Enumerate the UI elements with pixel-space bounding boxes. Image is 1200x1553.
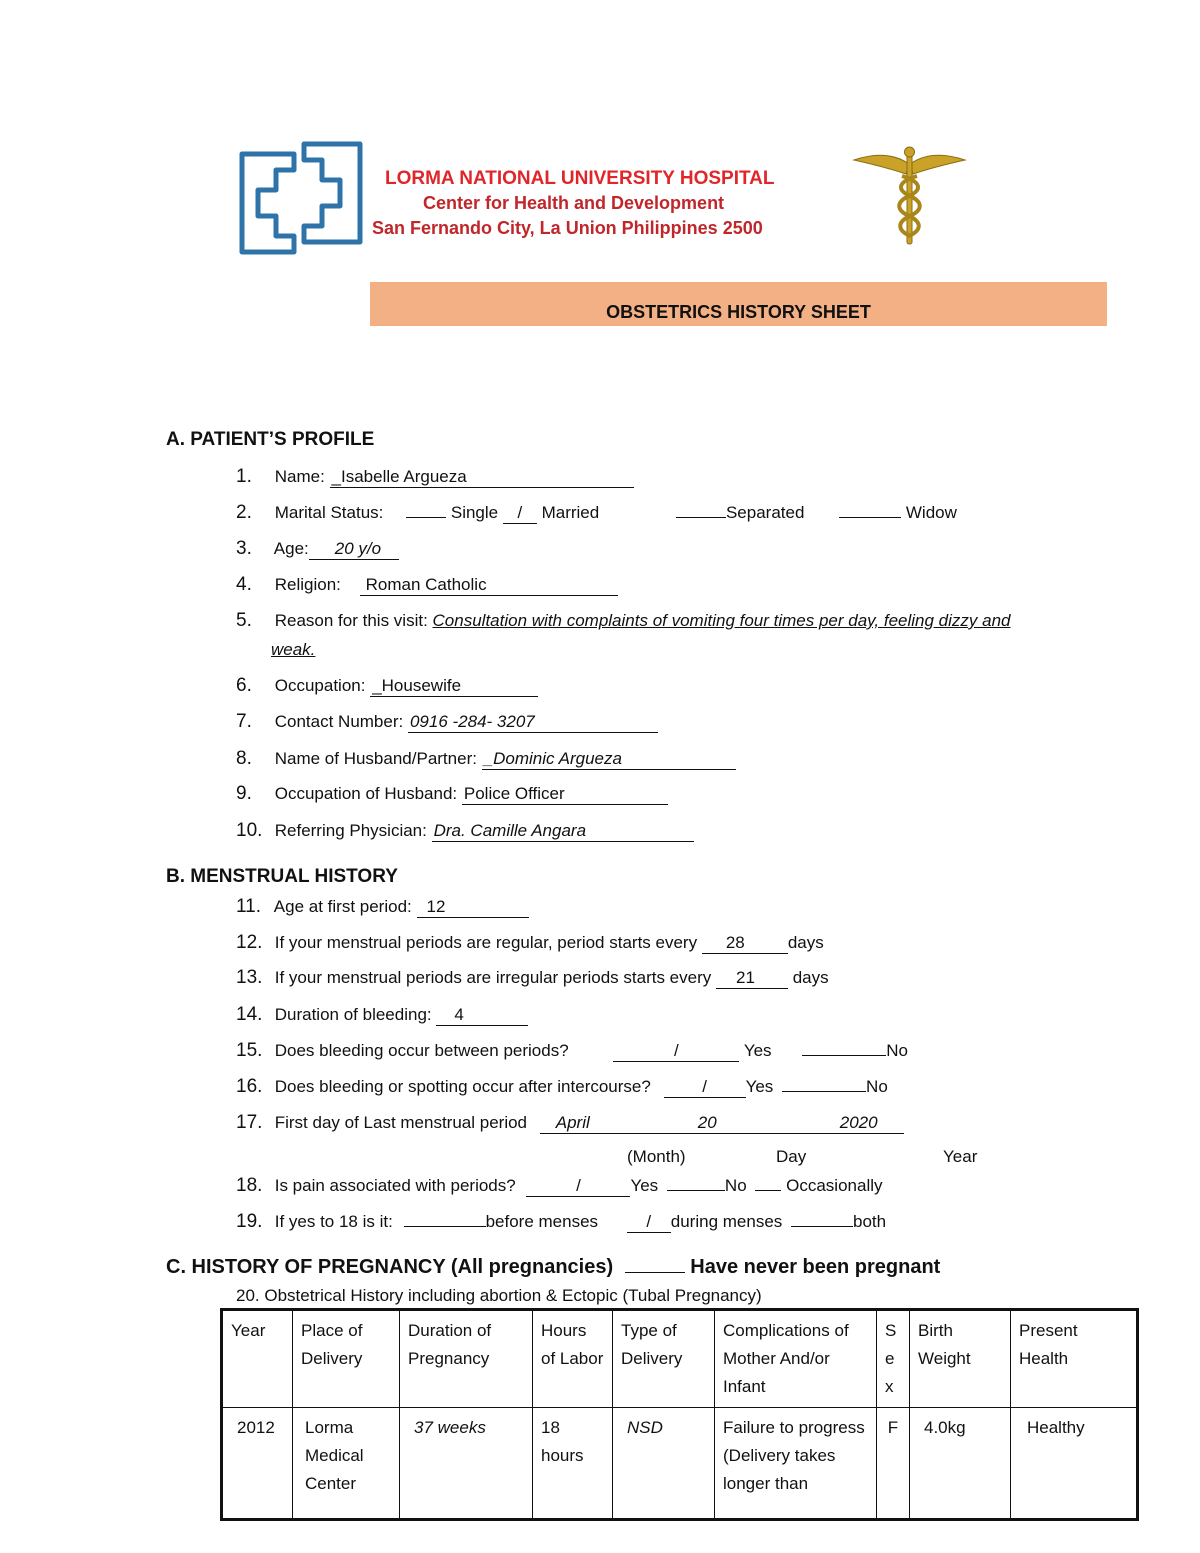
item-number: 17. — [236, 1112, 263, 1133]
item-number: 10. — [236, 820, 263, 841]
pregnancy-table — [220, 1308, 1139, 1521]
item-number: 14. — [236, 1004, 263, 1025]
section-c-heading — [166, 1256, 940, 1279]
cell-duration[interactable]: 37 weeks — [400, 1408, 533, 1520]
date-label-month: (Month) — [627, 1147, 686, 1166]
section-a-heading: A. PATIENT’S PROFILE — [166, 429, 375, 450]
table-row — [222, 1408, 1138, 1520]
pain-occasionally[interactable] — [755, 1176, 781, 1191]
item-label: Age: — [273, 539, 309, 558]
married-mark[interactable]: / — [503, 503, 537, 524]
option-no: No — [724, 1176, 747, 1195]
item-label: Name of Husband/Partner: — [274, 749, 477, 768]
item-occupation — [236, 675, 538, 697]
hospital-logo — [236, 140, 364, 258]
item-husband-occupation — [236, 783, 668, 805]
physician-value[interactable]: Dra. Camille Angara — [432, 821, 694, 842]
item-label: Contact Number: — [274, 712, 404, 731]
item-number: 19. — [236, 1211, 263, 1232]
section-c-title: C. HISTORY OF PREGNANCY (All pregnancies) — [166, 1256, 614, 1278]
first-period-value[interactable]: 12 — [417, 897, 529, 918]
option-separated: Separated — [725, 503, 805, 522]
reason-value-cont[interactable]: weak. — [271, 640, 316, 659]
obstetrical-history-subtitle: 20. Obstetrical History including abortion & Ectopic (Tubal Pregnancy) — [236, 1286, 762, 1305]
item-label: If yes to 18 is it: — [274, 1212, 393, 1231]
title-band — [370, 282, 1107, 326]
option-during-menses: during menses — [670, 1212, 783, 1231]
husband-value[interactable]: _Dominic Argueza — [482, 749, 736, 770]
item-number: 3. — [236, 538, 252, 559]
item-label: Marital Status: — [274, 503, 384, 522]
item-number: 16. — [236, 1076, 263, 1097]
col-health: Present Health — [1011, 1310, 1138, 1408]
option-yes: Yes — [745, 1077, 774, 1096]
bleeding-between-yes[interactable]: / — [613, 1041, 739, 1062]
bleeding-between-no[interactable] — [802, 1041, 886, 1056]
widow-blank[interactable] — [839, 503, 901, 518]
lmp-value[interactable] — [540, 1113, 904, 1134]
col-sex: S e x — [877, 1310, 910, 1408]
item-pain-timing — [236, 1211, 886, 1233]
cell-year[interactable]: 2012 — [222, 1408, 293, 1520]
reason-value-line2 — [271, 640, 315, 660]
item-bleeding-between — [236, 1040, 908, 1062]
item-number: 6. — [236, 675, 252, 696]
cell-complications[interactable]: Failure to progress (Delivery takes longer than — [715, 1408, 877, 1520]
option-no: No — [886, 1041, 909, 1060]
col-place: Place of Delivery — [293, 1310, 400, 1408]
cell-sex[interactable]: F — [877, 1408, 910, 1520]
item-label: Is pain associated with periods? — [274, 1176, 516, 1195]
item-label: Does bleeding or spotting occur after intercourse? — [274, 1077, 651, 1096]
item-number: 18. — [236, 1175, 263, 1196]
item-number: 15. — [236, 1040, 263, 1061]
item-number: 2. — [236, 502, 252, 523]
date-label-year: Year — [943, 1147, 978, 1166]
hospital-name: LORMA NATIONAL UNIVERSITY HOSPITAL — [385, 168, 775, 189]
option-yes: Yes — [743, 1041, 772, 1060]
item-marital-status — [236, 502, 957, 524]
occupation-value[interactable]: _Housewife — [370, 676, 538, 697]
option-both: both — [853, 1212, 887, 1231]
during-menses-mark[interactable]: / — [627, 1212, 671, 1233]
item-irregular-cycle — [236, 967, 829, 989]
col-duration: Duration of Pregnancy — [400, 1310, 533, 1408]
item-bleeding-intercourse — [236, 1076, 888, 1098]
lmp-day: 20 — [697, 1113, 717, 1132]
pain-no[interactable] — [667, 1176, 725, 1191]
item-label: Referring Physician: — [274, 821, 427, 840]
age-value[interactable]: 20 y/o — [309, 539, 399, 560]
item-contact — [236, 711, 658, 733]
patient-name-value[interactable]: _Isabelle Argueza — [330, 467, 634, 488]
item-pain — [236, 1175, 883, 1197]
section-b-heading: B. MENSTRUAL HISTORY — [166, 866, 398, 887]
item-number: 9. — [236, 783, 252, 804]
bleeding-intercourse-no[interactable] — [782, 1077, 866, 1092]
item-number: 11. — [236, 896, 262, 917]
reason-value[interactable]: Consultation with complaints of vomiting four times per day, feeling dizzy and — [432, 611, 1011, 630]
item-husband — [236, 748, 736, 770]
option-before-menses: before menses — [485, 1212, 599, 1231]
cell-type[interactable]: NSD — [613, 1408, 715, 1520]
hospital-address: San Fernando City, La Union Philippines 2500 — [372, 218, 763, 238]
option-yes: Yes — [630, 1176, 659, 1195]
item-label: Age at first period: — [273, 897, 412, 916]
item-suffix: days — [792, 968, 829, 987]
item-number: 8. — [236, 748, 252, 769]
item-label: Occupation of Husband: — [274, 784, 458, 803]
cell-place[interactable]: Lorma Medical Center — [293, 1408, 400, 1520]
separated-blank[interactable] — [676, 503, 726, 518]
item-number: 7. — [236, 711, 252, 732]
col-year: Year — [222, 1310, 293, 1408]
item-bleeding-duration — [236, 1004, 528, 1026]
item-label: Religion: — [274, 575, 341, 594]
religion-value[interactable]: Roman Catholic — [360, 575, 618, 596]
cell-weight[interactable]: 4.0kg — [910, 1408, 1011, 1520]
item-lmp — [236, 1112, 904, 1134]
bleeding-duration-value[interactable]: 4 — [436, 1005, 528, 1026]
item-number: 5. — [236, 610, 252, 631]
item-name — [236, 466, 634, 488]
item-label: Occupation: — [274, 676, 366, 695]
caduceus-icon — [852, 146, 967, 246]
item-religion — [236, 574, 618, 596]
husband-occupation-value[interactable]: Police Officer — [462, 784, 668, 805]
bleeding-intercourse-yes[interactable]: / — [664, 1077, 746, 1098]
item-suffix: days — [787, 933, 824, 952]
item-label: If your menstrual periods are regular, period starts every — [274, 933, 698, 952]
option-widow: Widow — [905, 503, 957, 522]
single-blank[interactable] — [406, 503, 446, 518]
regular-cycle-value[interactable]: 28 — [702, 933, 788, 954]
sheet-title: OBSTETRICS HISTORY SHEET — [606, 301, 871, 322]
contact-value[interactable]: 0916 -284- 3207 — [408, 712, 658, 733]
lmp-year: 2020 — [839, 1113, 878, 1132]
option-no: No — [866, 1077, 888, 1096]
item-physician — [236, 820, 694, 842]
item-label: Name: — [274, 467, 325, 486]
option-married: Married — [541, 503, 600, 522]
col-weight: Birth Weight — [910, 1310, 1011, 1408]
col-hours: Hours of Labor — [533, 1310, 613, 1408]
item-number: 13. — [236, 967, 263, 988]
col-complications: Complications of Mother And/or Infant — [715, 1310, 877, 1408]
item-label: If your menstrual periods are irregular periods starts every — [274, 968, 712, 987]
item-label: First day of Last menstrual period — [274, 1113, 528, 1132]
item-label: Reason for this visit: — [274, 611, 428, 630]
item-first-period — [236, 896, 529, 918]
option-single: Single — [450, 503, 499, 522]
never-pregnant-blank[interactable] — [625, 1258, 685, 1273]
date-label-day: Day — [776, 1147, 807, 1166]
cell-health[interactable]: Healthy — [1011, 1408, 1138, 1520]
never-pregnant-label: Have never been pregnant — [690, 1256, 941, 1278]
pain-yes[interactable]: / — [526, 1176, 630, 1197]
item-number: 1. — [236, 466, 252, 487]
irregular-cycle-value[interactable]: 21 — [716, 968, 788, 989]
hospital-center: Center for Health and Development — [423, 193, 725, 213]
lmp-month: April — [555, 1113, 590, 1132]
item-label: Does bleeding occur between periods? — [274, 1041, 569, 1060]
item-label: Duration of bleeding: — [274, 1005, 432, 1024]
table-header-row — [222, 1310, 1138, 1408]
item-number: 4. — [236, 574, 252, 595]
col-type: Type of Delivery — [613, 1310, 715, 1408]
option-occasionally: Occasionally — [786, 1176, 883, 1195]
item-reason — [236, 610, 1011, 632]
item-number: 12. — [236, 932, 263, 953]
item-age — [236, 538, 399, 560]
cell-hours[interactable]: 18 hours — [533, 1408, 613, 1520]
both-blank[interactable] — [791, 1212, 853, 1227]
item-regular-cycle — [236, 932, 824, 954]
before-menses-blank[interactable] — [404, 1212, 486, 1227]
